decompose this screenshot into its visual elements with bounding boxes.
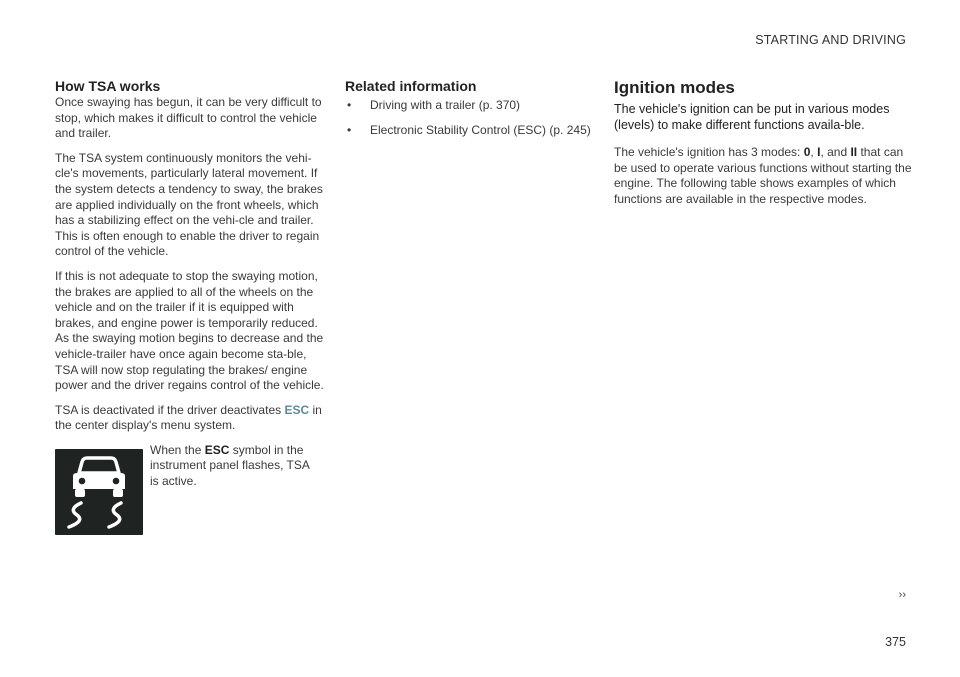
paragraph-brakes-applied: If this is not adequate to stop the swaying motion, the brakes are applied to all of the wheels on the vehicle and on the trailer if it is equipped with brakes, and engine power is temporarily reduced. As the swaying motion begins to decrease and the vehicle-trailer have once again become sta-ble, TSA will now stop regulating the brakes/ engine power and the driver regains control of the vehicle. [55, 268, 324, 393]
bullet-icon: • [347, 122, 352, 137]
next-page-arrow-icon[interactable]: ›› [898, 589, 906, 601]
text-fragment: TSA is deactivated if the driver deactivates [55, 402, 285, 417]
mode-i-label: I [817, 145, 821, 160]
esc-symbol-block [55, 443, 325, 538]
text-fragment: that can be used to operate various functions without starting the engine. The following table shows examples of which functions are available in the respective modes. [614, 145, 912, 206]
section-heading-ignition-modes: Ignition modes [614, 78, 735, 97]
mode-ii-label: II [850, 145, 858, 160]
esc-skid-car-icon [55, 449, 143, 535]
text-fragment: in the center display's menu system. [55, 402, 322, 433]
related-link-esc[interactable] [345, 123, 605, 139]
esc-symbol-caption [150, 443, 318, 490]
running-header: STARTING AND DRIVING [755, 33, 906, 47]
related-link-driving-with-trailer[interactable] [345, 98, 605, 114]
text-fragment: symbol in the instrument panel flashes, TSA is active. [150, 442, 310, 489]
esc-highlight: ESC [284, 402, 310, 417]
paragraph-swaying: Once swaying has begun, it can be very difficult to stop, which makes it difficult to control the vehicle and trailer. [55, 95, 322, 141]
related-link-label: Driving with a trailer (p. 370) [370, 98, 521, 112]
mode-0-label: 0 [803, 145, 811, 160]
paragraph-tsa-deactivated [55, 403, 325, 434]
column-related-information [345, 78, 605, 147]
related-link-label: Electronic Stability Control (ESC) (p. 245) [370, 122, 591, 137]
paragraph-ignition-lead: The vehicle's ignition can be put in various modes (levels) to make different functions availa-ble. [614, 102, 890, 132]
text-fragment: , [810, 145, 818, 160]
paragraph-ignition-modes [614, 145, 914, 207]
section-heading-related-information: Related information [345, 78, 477, 94]
paragraph-tsa-monitoring: The TSA system continuously monitors the vehi-cle's movements, particularly lateral movement. If the system detects a tendency to sway, the brakes are applied individually on the front wheels, which has a stabilizing effect on the vehi-cle and trailer. This is often enough to enable the driver to regain control of the vehicle. [55, 150, 323, 259]
related-links-list [345, 98, 605, 138]
bullet-icon: • [347, 98, 352, 112]
text-fragment: The vehicle's ignition has 3 modes: [614, 145, 804, 160]
section-heading-how-tsa-works: How TSA works [55, 78, 161, 94]
column-ignition-modes [614, 78, 914, 217]
page-number: 375 [885, 635, 906, 649]
text-fragment: When the [150, 442, 205, 457]
column-how-tsa-works [55, 78, 325, 538]
esc-bold: ESC [204, 442, 230, 457]
text-fragment: , and [820, 145, 851, 160]
